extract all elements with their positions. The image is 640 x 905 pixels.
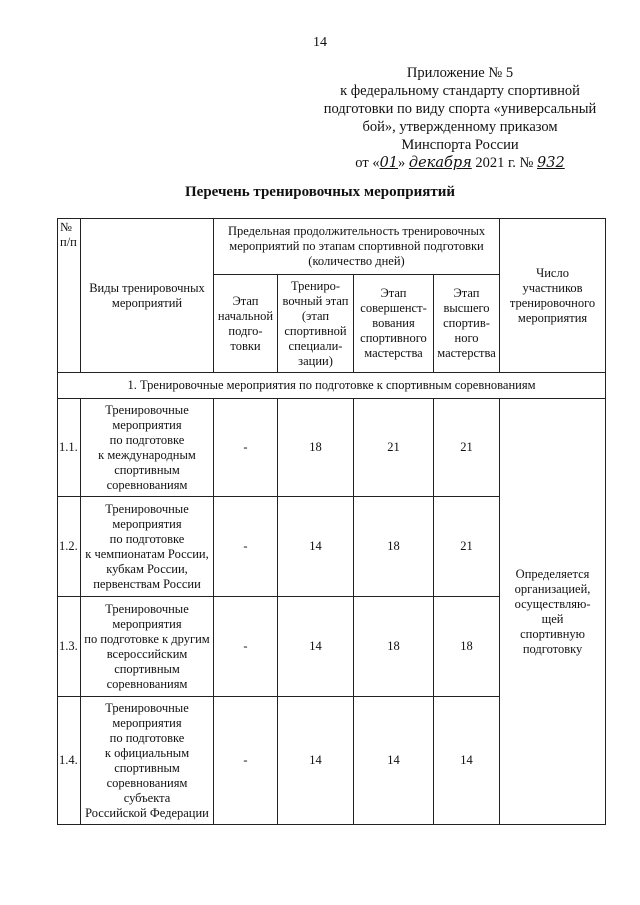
page-number: 14	[313, 35, 327, 50]
handwritten-order-number: 932	[537, 155, 565, 171]
value-training: 14	[278, 497, 354, 597]
value-training: 14	[278, 597, 354, 697]
event-name: Тренировочные мероприятия по подготовке к международным спортивным соревнованиям	[81, 399, 214, 497]
participants-value: Определяется организацией, осуществляю- щей спортивную подготовку	[500, 399, 606, 825]
document-title: Перечень тренировочных мероприятий	[185, 184, 455, 200]
row-number: 1.1.	[58, 399, 81, 497]
date-year: 2021 г. №	[471, 155, 537, 171]
table-row	[58, 399, 606, 497]
section-title: 1. Тренировочные мероприятия по подготовке к спортивным соревнованиям	[58, 373, 606, 399]
value-training: 14	[278, 697, 354, 825]
header-row	[58, 219, 606, 275]
value-initial: -	[214, 497, 278, 597]
value-improvement: 14	[354, 697, 434, 825]
section-row	[58, 373, 606, 399]
value-improvement: 18	[354, 597, 434, 697]
appendix-title: Приложение № 5	[406, 65, 514, 81]
event-name: Тренировочные мероприятия по подготовке к официальным спортивным соревнованиям субъекта Российской Федерации	[81, 697, 214, 825]
header-stage-initial: Этап начальной подго- товки	[214, 275, 278, 373]
header-event-types: Виды тренировочных мероприятий	[81, 219, 214, 373]
date-separator: »	[398, 155, 409, 171]
event-name: Тренировочные мероприятия по подготовке к другим всероссийским спортивным соревнованиям	[81, 597, 214, 697]
header-stage-improvement: Этап совершенст- вования спортивного мастерства	[354, 275, 434, 373]
row-number: 1.2.	[58, 497, 81, 597]
event-name: Тренировочные мероприятия по подготовке к чемпионатам России, кубкам России, первенствам России	[81, 497, 214, 597]
value-highest: 14	[434, 697, 500, 825]
training-events-table	[57, 218, 606, 825]
value-training: 18	[278, 399, 354, 497]
value-initial: -	[214, 399, 278, 497]
header-stage-training: Трениро- вочный этап (этап спортивной специали- зации)	[278, 275, 354, 373]
value-improvement: 21	[354, 399, 434, 497]
handwritten-month: декабря	[408, 155, 472, 171]
header-participants: Число участников тренировочного мероприятия	[500, 219, 606, 373]
value-initial: -	[214, 697, 278, 825]
appendix-line: подготовки по виду спорта «универсальный	[323, 101, 597, 117]
header-stage-highest: Этап высшего спортив- ного мастерства	[434, 275, 500, 373]
value-highest: 21	[434, 497, 500, 597]
value-highest: 21	[434, 399, 500, 497]
value-highest: 18	[434, 597, 500, 697]
row-number: 1.3.	[58, 597, 81, 697]
appendix-line: бой», утвержденному приказом	[362, 119, 558, 135]
value-initial: -	[214, 597, 278, 697]
appendix-line: Минспорта России	[401, 137, 519, 153]
date-prefix: от «	[355, 155, 380, 171]
value-improvement: 18	[354, 497, 434, 597]
header-number: № п/п	[58, 219, 81, 373]
header-duration: Предельная продолжительность тренировочных мероприятий по этапам спортивной подготовки (количество дней)	[214, 219, 500, 275]
appendix-line: к федеральному стандарту спортивной	[340, 83, 580, 99]
handwritten-day: 01	[379, 155, 399, 171]
appendix-block	[300, 64, 620, 172]
order-date-line	[300, 154, 620, 172]
row-number: 1.4.	[58, 697, 81, 825]
